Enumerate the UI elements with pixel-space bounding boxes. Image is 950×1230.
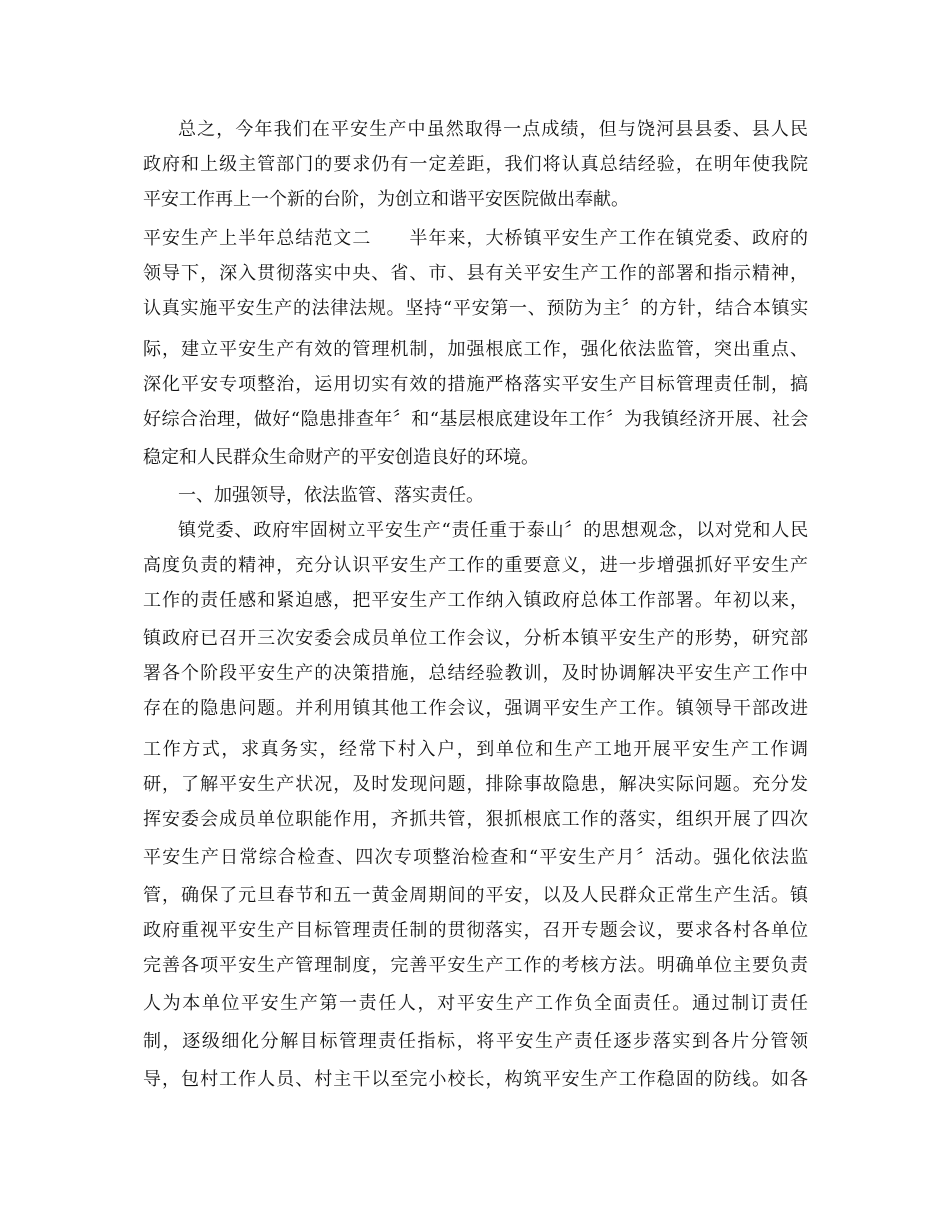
text-line: 存在的隐患问题。并利用镇其他工作会议，强调平安生产工作。镇领导干部改进 — [143, 698, 810, 719]
text-line: 深化平安专项整治，运用切实有效的措施严格落实平安生产目标管理责任制，搞 — [143, 374, 810, 395]
text-line: 政府和上级主管部门的要求仍有一定差距，我们将认真总结经验，在明年使我院 — [143, 154, 810, 175]
text-line: 制，逐级细化分解目标管理责任指标，将平安生产责任逐步落实到各片分管领 — [143, 1031, 810, 1052]
text-line: 镇党委、政府牢固树立平安生产“责任重于泰山〞的思想观念，以对党和人民 — [178, 520, 810, 541]
text-line: 认真实施平安生产的法律法规。坚持“平安第一、预防为主〞的方针，结合本镇实 — [143, 298, 809, 319]
text-line: 好综合治理，做好“隐患排查年〞和“基层根底建设年工作〞为我镇经济开展、社会 — [143, 409, 809, 430]
text-line: 总之，今年我们在平安生产中虽然取得一点成绩，但与饶河县县委、县人民 — [178, 119, 810, 140]
text-line: 平安生产日常综合检查、四次专项整治检查和“平安生产月〞活动。强化依法监 — [143, 847, 810, 868]
section-heading: 一、加强领导，依法监管、落实责任。 — [178, 485, 484, 506]
text-line: 镇政府已召开三次安委会成员单位工作会议，分析本镇平安生产的形势，研究部 — [143, 628, 810, 649]
text-line: 领导下，深入贯彻落实中央、省、市、县有关平安生产工作的部署和指示精神， — [143, 263, 810, 284]
text-line: 导，包村工作人员、村主干以至完小校长，构筑平安生产工作稳固的防线。如各 — [143, 1069, 810, 1090]
text-line: 工作方式，求真务实，经常下村入户，到单位和生产工地开展平安生产工作调 — [143, 739, 810, 760]
text-line: 平安生产上半年总结范文二 半年来，大桥镇平安生产工作在镇党委、政府的 — [143, 228, 810, 249]
text-line: 政府重视平安生产目标管理责任制的贯彻落实，召开专题会议，要求各村各单位 — [143, 920, 810, 941]
text-line: 人为本单位平安生产第一责任人，对平安生产工作负全面责任。通过制订责任 — [143, 993, 810, 1014]
text-line: 管，确保了元旦春节和五一黄金周期间的平安，以及人民群众正常生产生活。镇 — [143, 885, 810, 906]
text-line: 平安工作再上一个新的台阶，为创立和谐平安医院做出奉献。 — [143, 189, 629, 210]
text-line: 完善各项平安生产管理制度，完善平安生产工作的考核方法。明确单位主要负责 — [143, 955, 810, 976]
text-line: 高度负责的精神，充分认识平安生产工作的重要意义，进一步增强抓好平安生产 — [143, 555, 810, 576]
text-line: 工作的责任感和紧迫感，把平安生产工作纳入镇政府总体工作部署。年初以来， — [143, 590, 810, 611]
text-line: 署各个阶段平安生产的决策措施，总结经验教训，及时协调解决平安生产工作中 — [143, 663, 810, 684]
text-line: 研，了解平安生产状况，及时发现问题，排除事故隐患，解决实际问题。充分发 — [143, 774, 810, 795]
text-line: 际，建立平安生产有效的管理机制，加强根底工作，强化依法监管，突出重点、 — [143, 339, 810, 360]
text-line: 稳定和人民群众生命财产的平安创造良好的环境。 — [143, 447, 539, 468]
text-line: 挥安委会成员单位职能作用，齐抓共管，狠抓根底工作的落实，组织开展了四次 — [143, 809, 810, 830]
